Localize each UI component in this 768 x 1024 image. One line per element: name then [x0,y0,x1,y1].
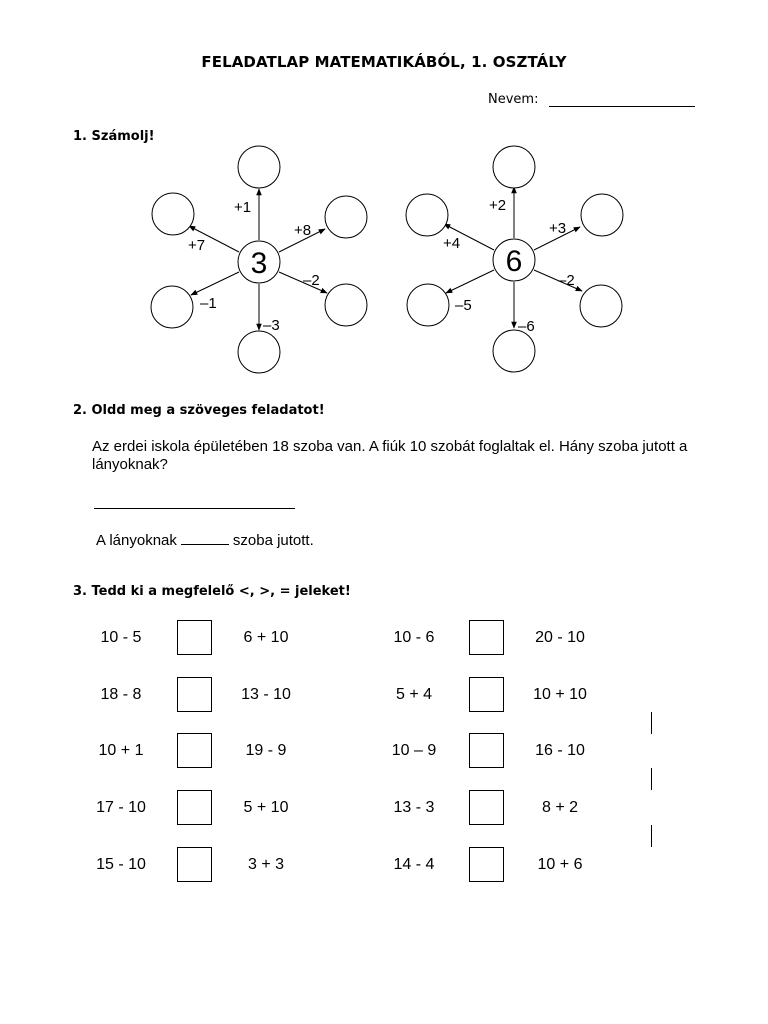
comparison-right-expression: 16 - 10 [535,742,585,759]
star-2-center-number: 6 [505,245,523,278]
star-1-op-down: –3 [263,317,280,334]
comparison-left-expression: 17 - 10 [96,799,146,816]
comparison-left-expression: 18 - 8 [100,686,142,703]
comparison-answer-box[interactable] [177,847,212,882]
page-title: FELADATLAP MATEMATIKÁBÓL, 1. OSZTÁLY [201,53,567,71]
comparison-right-expression: 6 + 10 [243,629,289,646]
margin-mark [651,712,652,734]
star-1-answer-lower-left[interactable] [151,286,193,328]
comparison-right-expression: 3 + 3 [247,856,285,873]
star-2-answer-down[interactable] [493,330,535,372]
comparison-right-expression: 19 - 9 [245,742,287,759]
comparison-answer-box[interactable] [469,677,504,712]
task3-heading: 3. Tedd ki a megfelelő <, >, = jeleket! [73,584,351,599]
comparison-answer-box[interactable] [469,790,504,825]
task1-heading: 1. Számolj! [73,129,155,144]
star-2-answer-upper-left[interactable] [406,194,448,236]
number-stars [140,145,640,385]
name-blank-line[interactable] [549,106,695,107]
comparison-left-expression: 14 - 4 [393,856,435,873]
comparison-answer-box[interactable] [469,733,504,768]
comparison-row [0,620,768,660]
star-2 [406,146,623,372]
comparison-right-expression: 5 + 10 [243,799,289,816]
word-problem-text: Az erdei iskola épületében 18 szoba van. A fiúk 10 szobát foglaltak el. Hány szoba jutott a lányoknak? [92,438,688,473]
comparison-left-expression: 5 + 4 [395,686,433,703]
star-2-op-upper-right: +3 [549,220,567,237]
task2-heading: 2. Oldd meg a szöveges feladatot! [73,403,325,418]
calculation-blank-line[interactable] [94,508,295,509]
star-2-op-lower-left: –5 [455,297,472,314]
comparison-left-expression: 10 – 9 [391,742,437,759]
comparison-row [0,847,768,887]
star-2-answer-lower-right[interactable] [580,285,622,327]
comparison-answer-box[interactable] [469,847,504,882]
comparison-answer-box[interactable] [469,620,504,655]
comparison-left-expression: 10 + 1 [98,742,144,759]
star-1-op-lower-left: –1 [200,295,217,312]
answer-blank[interactable] [181,530,229,545]
star-1-op-up: +1 [234,199,252,216]
star-2-answer-upper-right[interactable] [581,194,623,236]
star-2-op-lower-right: –2 [558,272,575,289]
star-1-answer-upper-left[interactable] [152,193,194,235]
star-2-op-down: –6 [518,318,535,335]
star-1-center-number: 3 [250,247,268,280]
comparison-answer-box[interactable] [177,733,212,768]
comparison-right-expression: 8 + 2 [541,799,579,816]
answer-sentence [96,530,314,549]
comparison-row [0,677,768,717]
comparison-right-expression: 20 - 10 [535,629,585,646]
comparison-left-expression: 13 - 3 [393,799,435,816]
answer-prefix: A lányoknak [96,532,177,549]
star-1 [151,146,367,373]
star-2-answer-up[interactable] [493,146,535,188]
comparison-answer-box[interactable] [177,620,212,655]
comparison-left-expression: 10 - 5 [100,629,142,646]
star-1-op-upper-left: +7 [188,237,206,254]
star-2-op-up: +2 [489,197,507,214]
comparison-right-expression: 13 - 10 [241,686,291,703]
comparison-row [0,733,768,773]
comparison-row [0,790,768,830]
comparison-left-expression: 15 - 10 [96,856,146,873]
name-label: Nevem: [488,92,539,107]
comparison-answer-box[interactable] [177,790,212,825]
star-2-op-upper-left: +4 [443,235,461,252]
star-1-op-upper-right: +8 [294,222,312,239]
comparison-answer-box[interactable] [177,677,212,712]
star-1-answer-lower-right[interactable] [325,284,367,326]
star-1-op-lower-right: –2 [303,272,320,289]
star-2-answer-lower-left[interactable] [407,284,449,326]
comparison-right-expression: 10 + 10 [533,686,587,703]
answer-suffix: szoba jutott. [232,532,314,549]
star-1-answer-upper-right[interactable] [325,196,367,238]
star-1-answer-up[interactable] [238,146,280,188]
margin-mark [651,825,652,847]
star-1-answer-down[interactable] [238,331,280,373]
margin-mark [651,768,652,790]
comparison-right-expression: 10 + 6 [537,856,583,873]
comparison-left-expression: 10 - 6 [393,629,435,646]
